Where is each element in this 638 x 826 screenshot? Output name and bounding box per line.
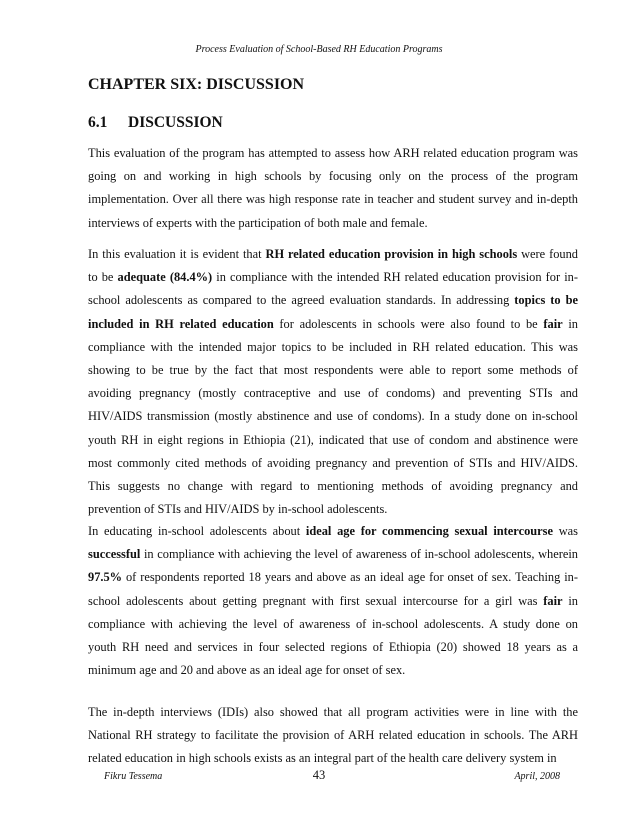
paragraph-2 xyxy=(88,243,578,521)
text-run: This evaluation of the program has attempted to assess how ARH related education program was xyxy=(88,146,578,160)
text-line xyxy=(88,289,578,312)
text-run: HIV/AIDS transmission (mostly abstinence and use of condoms). In a study done on in-school xyxy=(88,409,578,424)
text-run: in compliance with achieving the level of awareness of in-school adolescents, wherein xyxy=(140,547,578,562)
text-line xyxy=(88,313,578,336)
text-run: school adolescents as compared to the agreed evaluation standards. In addressing xyxy=(88,293,515,308)
text-run: most commonly cited methods of avoiding pregnancy and prevention of STIs and HIV/AIDS. xyxy=(88,455,578,470)
text-run: of respondents reported 18 years and above as an ideal age for onset of sex. Teaching in- xyxy=(122,570,578,585)
text-run: going on and working in high schools by focusing only on the process of the program xyxy=(88,169,578,184)
text-run: was xyxy=(552,524,578,538)
text-line xyxy=(88,336,578,359)
footer-date: April, 2008 xyxy=(514,771,560,782)
text-line xyxy=(88,636,578,659)
text-line xyxy=(88,543,578,566)
text-run: interviews of experts with the participation of both male and female. xyxy=(88,215,428,230)
bold-text: fair xyxy=(543,316,563,331)
text-line xyxy=(88,566,578,589)
section-title: DISCUSSION xyxy=(128,114,223,131)
section-heading xyxy=(88,114,223,132)
text-run: This suggests no change with regard to mentioning methods of avoiding pregnancy and xyxy=(88,478,578,493)
text-line xyxy=(88,212,578,235)
section-number: 6.1 xyxy=(88,114,108,131)
text-run: compliance with achieving the level of awareness of in-school adolescents. A study done on xyxy=(88,616,578,631)
text-line xyxy=(88,498,578,521)
text-run: National RH strategy to facilitate the provision of ARH related education in schools. The ARH xyxy=(88,728,578,743)
text-line xyxy=(88,429,578,452)
text-line xyxy=(88,405,578,428)
text-run: showing to be true by the fact that most respondents were able to report some methods of xyxy=(88,362,578,377)
text-run: for adolescents in schools were also found to be xyxy=(273,316,544,331)
running-header: Process Evaluation of School-Based RH Education Programs xyxy=(195,44,443,55)
bold-text: 97.5% xyxy=(88,570,123,585)
text-run: youth RH need and services in four selected regions of Ethiopia (20) showed 18 years as a xyxy=(88,639,578,654)
footer-author: Fikru Tessema xyxy=(104,771,163,782)
bold-text: topics to be xyxy=(514,293,578,308)
text-run: related education in high schools exists as an integral part of the health care delivery system in xyxy=(88,751,557,766)
text-line xyxy=(88,701,578,724)
bold-text: included in RH related education xyxy=(88,316,274,331)
text-run: in xyxy=(562,316,578,331)
text-line xyxy=(88,359,578,382)
bold-text: ideal age for commencing sexual intercourse xyxy=(305,524,553,538)
paragraph-3 xyxy=(88,520,578,682)
text-run: minimum age and 20 and above as an ideal age for onset of sex. xyxy=(88,663,406,678)
text-line xyxy=(88,266,578,289)
text-line xyxy=(88,142,578,165)
text-line xyxy=(88,243,578,266)
text-run: prevention of STIs and HIV/AIDS by in-school adolescents. xyxy=(88,502,388,517)
text-run: to be xyxy=(88,270,118,285)
bold-text: fair xyxy=(543,593,563,608)
bold-text: adequate (84.4%) xyxy=(117,270,213,285)
text-run: implementation. Over all there was high response rate in teacher and student survey and in-depth xyxy=(88,192,578,207)
text-run: were found xyxy=(517,247,578,261)
text-run: in xyxy=(562,593,578,608)
paragraph-1 xyxy=(88,142,578,235)
page-number: 43 xyxy=(312,768,326,782)
text-line xyxy=(88,188,578,211)
bold-text: RH related education provision in high schools xyxy=(265,247,518,261)
chapter-title: CHAPTER SIX: DISCUSSION xyxy=(88,76,305,93)
text-line xyxy=(88,165,578,188)
text-line xyxy=(88,382,578,405)
text-run: compliance with the intended major topics to be included in RH related education. This was xyxy=(88,339,578,354)
text-line xyxy=(88,613,578,636)
text-run: in compliance with the intended RH related education provision for in- xyxy=(212,270,578,285)
text-run: school adolescents about getting pregnant with first sexual intercourse for a girl was xyxy=(88,593,544,608)
text-run: youth RH in eight regions in Ethiopia (21), indicated that use of condom and abstinence were xyxy=(88,432,578,447)
text-line xyxy=(88,590,578,613)
text-line xyxy=(88,724,578,747)
text-line xyxy=(88,452,578,475)
text-line xyxy=(88,659,578,682)
text-run: In this evaluation it is evident that xyxy=(88,247,266,261)
paragraph-4 xyxy=(88,701,578,771)
text-run: The in-depth interviews (IDIs) also showed that all program activities were in line with the xyxy=(88,705,578,719)
bold-text: successful xyxy=(88,547,141,562)
text-run: avoiding pregnancy (mostly contraceptive and use of condoms) and preventing STIs and xyxy=(88,386,578,401)
text-run: In educating in-school adolescents about xyxy=(88,524,306,538)
text-line xyxy=(88,475,578,498)
text-line xyxy=(88,520,578,543)
